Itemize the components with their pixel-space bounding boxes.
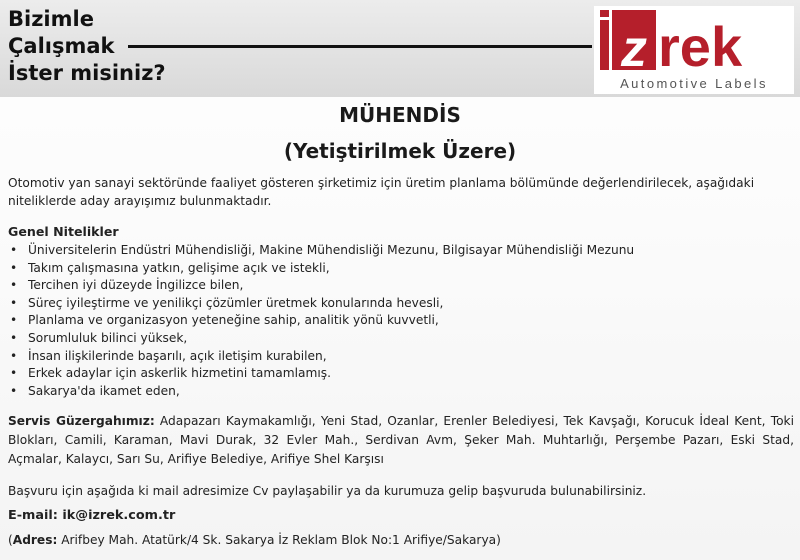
qualification-item: • Sorumluluk bilinci yüksek,	[8, 329, 794, 347]
izrek-logo	[594, 6, 794, 94]
email-address[interactable]: ik@izrek.com.tr	[62, 508, 176, 524]
qualification-item: • Sakarya'da ikamet eden,	[8, 382, 794, 400]
job-posting-body	[8, 174, 794, 549]
address-line	[8, 531, 794, 549]
intro-paragraph: Otomotiv yan sanayi sektöründe faaliyet gösteren şirketimiz için üretim planlama bölümünde değerlendirilecek, aşağıdaki niteliklerde aday arayışımız bulunmaktadır.	[8, 176, 755, 208]
apply-instructions: Başvuru için aşağıda ki mail adresimize Cv paylaşabilir ya da kurumuza gelip başvuruda bulunabilirsiniz.	[8, 484, 647, 499]
slogan-line: Bizimle	[8, 7, 94, 31]
service-route-stops: Adapazarı Kaymakamlığı, Yeni Stad, Ozanlar, Erenler Belediyesi, Tek Kavşağı, Korucuk İdeal Kent, Toki Blokları, Camili, Karaman, Mavi Durak, 32 Evler Mah., Serdivan Avm, Şeker Mah. Muhtarlığı, Perşembe Pazarı, Eski Stad, Açmalar, Kalaycı, Sarı Su, Arifiye Belediye, Arifiye Shel Karşısı	[8, 414, 795, 467]
qualification-item: • Tercihen iyi düzeyde İngilizce bilen,	[8, 276, 794, 294]
qualification-item: • Erkek adaylar için askerlik hizmetini tamamlamış.	[8, 364, 794, 382]
service-route	[8, 412, 794, 469]
logo-rest: rek	[658, 15, 743, 78]
address-label: Adres:	[12, 533, 58, 548]
qualification-item: • İnsan ilişkilerinde başarılı, açık iletişim kurabilen,	[8, 347, 794, 365]
qualification-item: • Takım çalışmasına yatkın, gelişime açık ve istekli,	[8, 259, 794, 277]
logo-tagline: Automotive Labels	[620, 76, 768, 91]
address-open-paren: (	[8, 533, 13, 548]
slogan-line: Çalışmak	[8, 34, 115, 58]
qualifications-heading: Genel Nitelikler	[8, 224, 119, 239]
slogan-line: İster misiniz?	[8, 61, 166, 85]
email-label: E-mail:	[8, 508, 58, 524]
qualification-item: • Planlama ve organizasyon yeteneğine sahip, analitik yönü kuvvetli,	[8, 311, 794, 329]
job-subtitle: (Yetiştirilmek Üzere)	[283, 139, 517, 163]
logo-z: z	[621, 20, 647, 78]
qualification-item: • Süreç iyileştirme ve yenilikçi çözümler üretmek konularında hevesli,	[8, 294, 794, 312]
job-title-block	[0, 100, 800, 166]
qualification-item: • Üniversitelerin Endüstri Mühendisliği, Makine Mühendisliği Mezunu, Bilgisayar Mühendisliği Mezunu	[8, 241, 794, 259]
service-route-label: Servis Güzergahımız:	[8, 414, 155, 429]
qualifications-list	[8, 241, 794, 399]
job-title: MÜHENDİS	[339, 103, 461, 127]
email-line	[8, 507, 794, 525]
slogan-divider	[128, 45, 592, 48]
header-banner	[0, 0, 800, 97]
address-text: Arifbey Mah. Atatürk/4 Sk. Sakarya İz Reklam Blok No:1 Arifiye/Sakarya)	[57, 533, 501, 548]
